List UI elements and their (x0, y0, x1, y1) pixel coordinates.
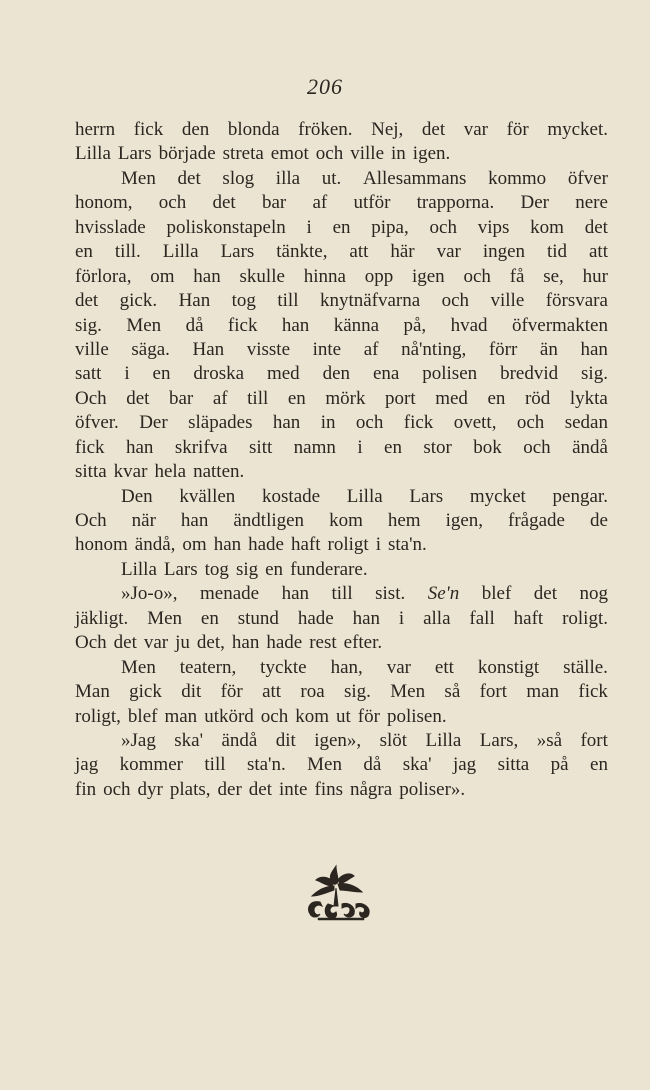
word: och (441, 290, 470, 312)
word: han (125, 436, 154, 458)
word: i (398, 607, 405, 629)
word: ändtligen (233, 510, 305, 531)
word: han (213, 534, 242, 556)
word: in (391, 143, 406, 165)
word: Lilla (162, 241, 199, 263)
word: fins (314, 778, 343, 800)
word: Men (121, 167, 156, 189)
word: jäkligt. (75, 607, 129, 629)
word: Den (121, 485, 153, 507)
word: igen. (412, 143, 451, 165)
word: ändå (572, 436, 608, 458)
word: en (200, 607, 219, 629)
word: hela (154, 461, 187, 483)
word: Allesammans (362, 167, 467, 189)
word: när (131, 510, 156, 531)
text-line (75, 387, 608, 411)
word: förr (488, 338, 518, 360)
word: Lars (117, 143, 152, 165)
word: Och (75, 632, 107, 654)
word: kom (295, 705, 330, 727)
word: i (306, 216, 312, 238)
word: var (436, 241, 461, 263)
word: stor (423, 436, 452, 458)
word: han (281, 314, 310, 336)
word: ingen (482, 241, 526, 263)
word: kom (329, 510, 363, 531)
word: rest (309, 632, 337, 654)
word: Lilla (121, 558, 157, 580)
text-line (75, 778, 608, 802)
word: här (390, 241, 415, 263)
word: tog (231, 290, 256, 312)
word: Nej, (371, 119, 404, 140)
word: roligt. (562, 607, 608, 629)
word: natten. (193, 461, 245, 483)
word: blef (127, 705, 158, 727)
word: en (152, 363, 171, 385)
word: ändå (221, 729, 258, 751)
word: sig (235, 558, 259, 580)
text-line (75, 558, 608, 582)
word: inte (312, 338, 342, 360)
text-line (75, 191, 608, 215)
word: det (177, 167, 201, 189)
word: knytnäfvarna (319, 290, 421, 312)
word: att (262, 681, 282, 703)
word: började (158, 143, 216, 165)
word: en (287, 387, 306, 409)
word: tid (546, 241, 568, 263)
word: få (509, 265, 525, 287)
word: illa (275, 167, 301, 189)
word: dit (275, 729, 296, 751)
word: stund (237, 607, 279, 629)
word: efter. (343, 632, 383, 654)
word: sist. (375, 583, 406, 605)
word: om (150, 265, 175, 287)
word: Lilla (346, 485, 383, 507)
text-line (75, 142, 608, 166)
word: och (463, 265, 491, 287)
word: haft (513, 607, 544, 629)
word: skrifva (174, 436, 228, 458)
word: bredvid (500, 363, 559, 385)
word: Lilla (75, 143, 111, 165)
word: Han (178, 290, 211, 312)
word: Men (121, 656, 156, 678)
word: kommer (119, 754, 183, 776)
word: visste (246, 338, 291, 360)
word: »Jag (121, 729, 156, 751)
word: nere (575, 192, 608, 214)
word: honom (75, 534, 128, 556)
word: pipa, (371, 216, 409, 238)
word: Lilla (425, 729, 462, 751)
word: hade (248, 534, 284, 556)
text-line (75, 705, 608, 729)
word: igen (411, 265, 445, 287)
word: sitta (497, 754, 530, 776)
word: var (386, 656, 411, 678)
word: till (204, 754, 226, 776)
word: och (158, 192, 187, 214)
word: af (212, 387, 228, 409)
word: skulle (239, 265, 285, 287)
word: sig. (75, 314, 102, 336)
word: ju (175, 632, 190, 654)
word: nå'nting, (401, 338, 467, 360)
word: ut (336, 705, 351, 727)
word: det (421, 119, 446, 140)
word: roligt, (75, 705, 121, 727)
text-line (75, 656, 608, 680)
word: emot (270, 143, 309, 165)
word: och (103, 778, 131, 800)
word: slog (222, 167, 255, 189)
word: blef (481, 583, 512, 605)
word: en (265, 558, 284, 580)
floral-ornament-icon (298, 862, 378, 924)
word: mörk (325, 387, 366, 409)
word: han (193, 265, 221, 287)
word: bar (261, 192, 287, 214)
word: frågade (508, 510, 565, 531)
word: vips (477, 216, 510, 238)
word: öfver (567, 167, 608, 189)
word: var (463, 119, 488, 140)
word: då (363, 754, 382, 776)
word: nog (579, 583, 608, 605)
word: än (539, 338, 558, 360)
word: roa (300, 681, 325, 703)
word: roligt (327, 534, 369, 556)
word: fall (469, 607, 495, 629)
word: fin (75, 778, 97, 800)
text-line (75, 631, 608, 655)
word: hur (582, 265, 608, 287)
word: dyr (137, 778, 163, 800)
text-line (75, 533, 608, 557)
word: han (231, 632, 260, 654)
text-line (75, 118, 608, 142)
word: i (375, 534, 381, 556)
word: fick (133, 119, 164, 140)
word: ändå, (134, 534, 176, 556)
word: släpades (188, 412, 253, 434)
word: en (487, 387, 506, 409)
word: fort (580, 729, 608, 751)
word: Och (75, 387, 107, 409)
word: till (331, 583, 353, 605)
word: det (248, 778, 272, 800)
word: konstigt (477, 656, 540, 678)
text-line (75, 362, 608, 386)
word: fick (227, 314, 258, 336)
word: de (590, 510, 608, 531)
word: och (516, 412, 545, 434)
word: ställe. (563, 656, 608, 678)
text-line (75, 729, 608, 753)
word: röd (524, 387, 551, 409)
page-number: 206 (307, 74, 343, 99)
word: till (277, 290, 299, 312)
text-line (75, 436, 608, 460)
word: ut. (321, 167, 342, 189)
word: det (533, 583, 557, 605)
word: Men (126, 314, 162, 336)
word: man (526, 681, 560, 703)
word: Der (520, 192, 549, 214)
text-line (75, 314, 608, 338)
word: tog (204, 558, 229, 580)
word: mycket (469, 485, 526, 507)
word: trapporna. (416, 192, 495, 214)
word: han (352, 607, 381, 629)
word: man (164, 705, 198, 727)
word: Lars (163, 558, 198, 580)
word: sig. (344, 681, 371, 703)
word: bok (473, 436, 502, 458)
word: Han (192, 338, 225, 360)
word: se, (543, 265, 564, 287)
word: hvad (450, 314, 488, 336)
word: och (260, 705, 289, 727)
word: Se'n (427, 583, 460, 605)
word: »Jo-o», (121, 583, 178, 605)
word: det, (196, 632, 225, 654)
word: den (181, 119, 210, 140)
word: kom (530, 216, 564, 238)
word: han (272, 412, 301, 434)
word: han (281, 583, 309, 605)
word: han, (330, 656, 363, 678)
word: fröken. (298, 119, 353, 140)
word: Men (390, 681, 426, 703)
word: port (385, 387, 416, 409)
text-line (75, 460, 608, 484)
word: der (217, 778, 242, 800)
word: sta'n. (246, 754, 286, 776)
word: hvisslade (75, 216, 146, 238)
word: för (506, 119, 529, 140)
text-line (75, 607, 608, 631)
word: sitta (75, 461, 107, 483)
word: i (124, 363, 130, 385)
word: mycket. (547, 119, 608, 140)
word: säga. (131, 338, 170, 360)
word: igen», (314, 729, 362, 751)
word: ska' (174, 729, 204, 751)
word: öfvermakten (511, 314, 608, 336)
word: en (590, 754, 608, 776)
word: af (312, 192, 328, 214)
word: det (126, 387, 150, 409)
word: Och (75, 510, 107, 531)
word: af (363, 338, 379, 360)
word: Lars, (479, 729, 519, 751)
word: gick. (119, 290, 158, 312)
word: Man (75, 681, 110, 703)
word: med (266, 363, 300, 385)
word: droska (193, 363, 245, 385)
word: i (357, 436, 363, 458)
word: på (550, 754, 569, 776)
text-line (75, 753, 608, 777)
word: plats, (169, 778, 211, 800)
word: kommo (488, 167, 547, 189)
word: jag (452, 754, 477, 776)
word: utkörd (204, 705, 254, 727)
word: teatern, (179, 656, 237, 678)
word: sitt (249, 436, 273, 458)
text-line (75, 582, 608, 606)
word: tyckte (260, 656, 307, 678)
word: sedan (564, 412, 608, 434)
word: slöt (379, 729, 408, 751)
word: gick (129, 681, 162, 703)
word: funderare. (290, 558, 368, 580)
text-line (75, 289, 608, 313)
word: då (185, 314, 204, 336)
word: till. (114, 241, 141, 263)
word: opp (364, 265, 394, 287)
word: och (355, 412, 384, 434)
word: och (429, 216, 457, 238)
word: sta'n. (388, 534, 427, 556)
word: var (143, 632, 169, 654)
word: ska' (402, 754, 432, 776)
word: ville (490, 290, 525, 312)
word: hinna (303, 265, 346, 287)
word: tänkte, (276, 241, 328, 263)
word: »så (536, 729, 563, 751)
word: kostade (262, 485, 321, 507)
word: och (315, 143, 344, 165)
word: polisen. (386, 705, 447, 727)
word: förlora, (75, 265, 132, 287)
text-line (75, 509, 608, 533)
word: fick (578, 681, 608, 703)
word: sig. (581, 363, 608, 385)
word: en (332, 216, 351, 238)
word: herrn (75, 119, 116, 140)
word: en (75, 241, 93, 263)
body-text (75, 118, 608, 802)
word: honom, (75, 192, 133, 214)
text-line (75, 411, 608, 435)
word: igen, (445, 510, 484, 531)
word: hem (387, 510, 421, 531)
word: försvara (545, 290, 608, 312)
word: utför (353, 192, 391, 214)
word: Der (139, 412, 168, 434)
word: menade (199, 583, 260, 605)
word: hade (266, 632, 303, 654)
word: hade (297, 607, 334, 629)
word: namn (293, 436, 336, 458)
word: han (580, 338, 608, 360)
word: haft (291, 534, 321, 556)
word: den (322, 363, 351, 385)
word: ena (372, 363, 400, 385)
text-line (75, 265, 608, 289)
word: om (182, 534, 207, 556)
word: känna (333, 314, 380, 336)
word: lykta (569, 387, 608, 409)
word: Men (147, 607, 183, 629)
word: med (435, 387, 468, 409)
word: kvar (113, 461, 148, 483)
text-line (75, 240, 608, 264)
word: ett (434, 656, 454, 678)
word: fick (75, 436, 105, 458)
word: han (180, 510, 209, 531)
word: fort (479, 681, 508, 703)
word: polisen (422, 363, 478, 385)
word: Men (307, 754, 342, 776)
word: satt (75, 363, 102, 385)
word: blonda (227, 119, 280, 140)
word: kvällen (179, 485, 236, 507)
word: öfver. (75, 412, 119, 434)
word: poliskonstapeln (166, 216, 286, 238)
word: alla (423, 607, 451, 629)
word: inte (279, 778, 308, 800)
word: och (523, 436, 551, 458)
word: till (247, 387, 269, 409)
word: för (220, 681, 243, 703)
word: Lars (409, 485, 444, 507)
word: det (113, 632, 137, 654)
word: ovett, (453, 412, 497, 434)
word: ville (350, 143, 385, 165)
word: poliser». (399, 778, 466, 800)
word: bar (169, 387, 194, 409)
text-line (75, 485, 608, 509)
word: några (350, 778, 393, 800)
word: att (589, 241, 608, 263)
word: det (584, 216, 608, 238)
word: att (349, 241, 369, 263)
word: dit (181, 681, 202, 703)
text-line (75, 338, 608, 362)
word: Lars (220, 241, 255, 263)
word: en (384, 436, 402, 458)
word: det (75, 290, 99, 312)
word: fick (403, 412, 434, 434)
word: det (212, 192, 236, 214)
word: ville (75, 338, 109, 360)
word: in (320, 412, 336, 434)
word: för (357, 705, 380, 727)
word: jag (75, 754, 99, 776)
text-line (75, 680, 608, 704)
word: streta (222, 143, 264, 165)
text-line (75, 216, 608, 240)
word: pengar. (552, 485, 608, 507)
text-line (75, 167, 608, 191)
word: på, (403, 314, 427, 336)
word: så (444, 681, 461, 703)
